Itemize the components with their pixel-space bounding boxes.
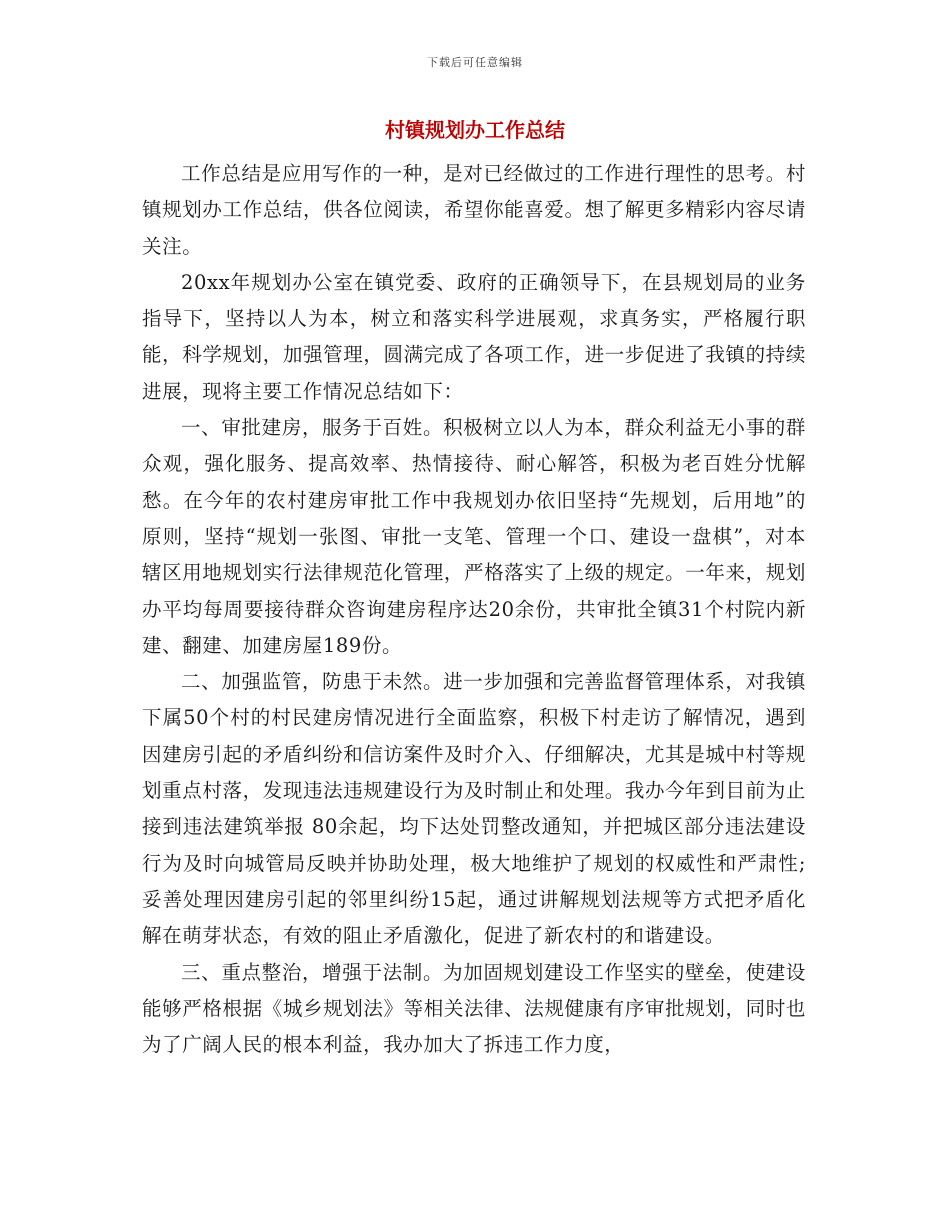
document-title: 村镇规划办工作总结 (385, 118, 565, 142)
paragraph-section-3: 三、重点整治，增强于法制。为加固规划建设工作坚实的壁垒，使建设能够严格根据《城乡规划法》等相关法律、法规健康有序审批规划，同时也为了广阔人民的根本利益，我办加大了拆违工作力度， (142, 960, 806, 1057)
paragraph-section-1: 一、审批建房，服务于百姓。积极树立以人为本，群众利益无小事的群众观，强化服务、提高效率、热情接待、耐心解答，积极为老百姓分忧解愁。在今年的农村建房审批工作中我规划办依旧坚持“先规划，后用地”的原则，坚持“规划一张图、审批一支笔、管理一个口、建设一盘棋”，对本辖区用地规划实行法律规范化管理，严格落实了上级的规定。一年来，规划办平均每周要接待群众咨询建房程序达20余份，共审批全镇31个村院内新建、翻建、加建房屋189份。 (142, 416, 806, 657)
paragraph-section-2: 二、加强监管，防患于未然。进一步加强和完善监督管理体系，对我镇下属50个村的村民建房情况进行全面监察，积极下村走访了解情况，遇到因建房引起的矛盾纠纷和信访案件及时介入、仔细解决，尤其是城中村等规划重点村落，发现违法违规建设行为及时制止和处理。我办今年到目前为止接到违法建筑举报 80余起，均下达处罚整改通知，并把城区部分违法建设行为及时向城管局反映并协助处理，极大地维护了规划的权威性和严肃性;妥善处理因建房引起的邻里纠纷15起，通过讲解规划法规等方式把矛盾化解在萌芽状态，有效的阻止矛盾激化，促进了新农村的和谐建设。 (142, 670, 806, 948)
document-body (142, 156, 806, 1063)
paragraph-overview: 20xx年规划办公室在镇党委、政府的正确领导下，在县规划局的业务指导下，坚持以人为本，树立和落实科学进展观，求真务实，严格履行职能，科学规划，加强管理，圆满完成了各项工作，进一步促进了我镇的持续进展，现将主要工作情况总结如下： (142, 270, 806, 403)
header-note: 下载后可任意编辑 (427, 56, 523, 69)
paragraph-intro: 工作总结是应用写作的一种，是对已经做过的工作进行理性的思考。村镇规划办工作总结，供各位阅读，希望你能喜爱。想了解更多精彩内容尽请关注。 (142, 162, 806, 258)
